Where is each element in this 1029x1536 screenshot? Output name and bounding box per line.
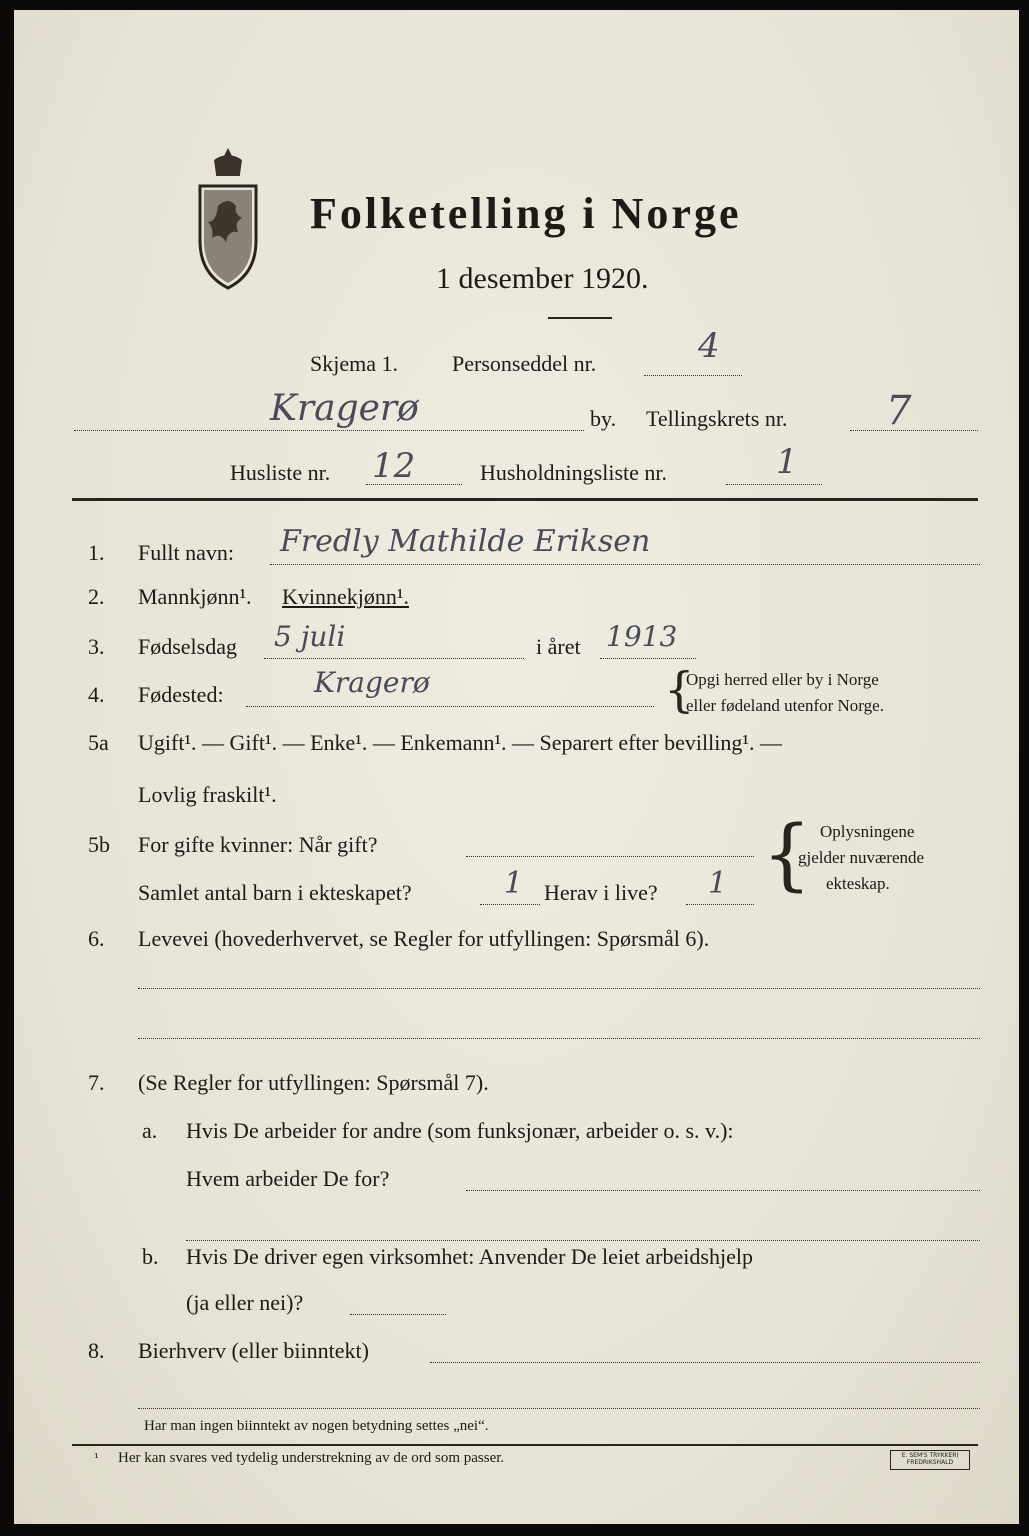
gender-female-option[interactable]: Kvinnekjønn¹. [282, 584, 409, 609]
q8-number: 8. [88, 1338, 105, 1363]
by-label: by. [590, 406, 617, 431]
marital-status-options[interactable]: Ugift¹. — Gift¹. — Enke¹. — Enkemann¹. — Separert efter bevilling¹. — [138, 730, 782, 755]
q6-number: 6. [88, 926, 105, 951]
q3-number: 3. [88, 634, 105, 659]
q5a-number: 5a [88, 730, 109, 755]
children-count-value[interactable]: 1 [504, 866, 524, 901]
q5b-alive-label: Herav i live? [544, 880, 658, 905]
q7a-letter: a. [142, 1118, 158, 1143]
footnote-text: Her kan svares ved tydelig understrekning av de ord som passer. [118, 1450, 505, 1466]
skjema-label: Skjema 1. [310, 351, 398, 376]
tellingskrets-value[interactable]: 7 [886, 388, 912, 434]
birth-year-value[interactable]: 1913 [606, 620, 678, 653]
header-divider [72, 498, 978, 501]
marital-status-divorced[interactable]: Lovlig fraskilt¹. [138, 782, 277, 807]
coat-of-arms-icon [188, 146, 268, 296]
side-income-field[interactable] [430, 1362, 980, 1363]
printer-stamp: E. SEM'S TRYKKERI FREDRIKSHALD [890, 1450, 970, 1470]
q4-note-line1: Opgi herred eller by i Norge [686, 670, 879, 689]
full-name-value[interactable]: Fredly Mathilde Eriksen [280, 524, 651, 559]
occupation-line-2[interactable] [138, 1038, 980, 1039]
q8-note: Har man ingen biinntekt av nogen betydning settes „nei“. [144, 1418, 489, 1434]
birthday-value[interactable]: 5 juli [274, 620, 346, 653]
occupation-line-1[interactable] [138, 988, 980, 989]
census-date: 1 desember 1920. [436, 262, 649, 295]
employer-field-2[interactable] [186, 1240, 980, 1241]
q4-number: 4. [88, 682, 105, 707]
q5b-married-label: For gifte kvinner: Når gift? [138, 832, 378, 857]
q7a-employer-label: Hvem arbeider De for? [186, 1166, 390, 1191]
form-title: Folketelling i Norge [310, 189, 742, 238]
footer-divider [72, 1444, 978, 1446]
husliste-label: Husliste nr. [230, 460, 331, 485]
q7b-yes-no-label: (ja eller nei)? [186, 1290, 304, 1315]
personseddel-label: Personseddel nr. [452, 351, 597, 376]
q7-number: 7. [88, 1070, 105, 1095]
by-value[interactable]: Kragerø [270, 388, 419, 429]
q5b-note-line2: gjelder nuværende [798, 848, 925, 867]
personseddel-value[interactable]: 4 [698, 326, 720, 366]
title-divider [548, 317, 612, 319]
employer-field[interactable] [466, 1190, 980, 1191]
gender-male-option[interactable]: Mannkjønn¹. [138, 584, 252, 609]
footnote-mark: ¹ [94, 1451, 99, 1465]
census-form-page: Folketelling i Norge 1 desember 1920. Skjema 1. Personseddel nr. 4 Kragerø by. Tellingskrets nr. 7 Husliste nr. 12 Husholdningsliste nr. 1 1. Fullt navn: Fredly Mathilde Eriksen 2. Mannkjønn¹. Kvinnekjønn¹. 3. Fødselsdag 5 juli i året 1913 4. Fødested: Kragerø { Opgi herred eller by i Norge eller fødeland utenfor Norge. 5a Ugift¹. — Gift¹. — Enke¹. — Enkemann¹. — Separert efter bevilling¹. — Lovlig fraskilt¹. 5b For gifte kvinner: Når gift? Samlet antal barn i ekteskapet? 1 Herav i live? 1 { Oplysningene gjelder nuværende ekteskap. 6. Levevei (hovederhvervet, se Regler for utfyllingen: Spørsmål 6). 7. (Se Regler for utfyllingen: Spørsmål 7). a. Hvis De arbeider for andre (som funksjonær, arbeider o. s. v.): Hvem arbeider De for? b. Hvis De driver egen virksomhet: Anvender De leiet arbeidshjelp (ja eller nei)? 8. Bierhverv (eller biinntekt) Har man ingen biinntekt av nogen betydning settes „nei“. ¹ Her kan svares ved tydelig understrekning av de ord som passer. E. SEM'S TRYKKERI FREDRIKSHALD [14, 10, 1019, 1524]
q7-label: (Se Regler for utfyllingen: Spørsmål 7). [138, 1070, 489, 1095]
q6-label: Levevei (hovederhvervet, se Regler for utfyllingen: Spørsmål 6). [138, 926, 710, 951]
q7b-label: Hvis De driver egen virksomhet: Anvender De leiet arbeidshjelp [186, 1244, 753, 1269]
husholdningsliste-label: Husholdningsliste nr. [480, 460, 668, 485]
q1-number: 1. [88, 540, 105, 565]
q4-note-line2: eller fødeland utenfor Norge. [686, 696, 884, 715]
birthplace-value[interactable]: Kragerø [314, 666, 430, 699]
q3-year-label: i året [536, 634, 581, 659]
q4-label: Fødested: [138, 682, 224, 707]
q2-number: 2. [88, 584, 105, 609]
tellingskrets-label: Tellingskrets nr. [646, 406, 788, 431]
hired-help-field[interactable] [350, 1314, 446, 1315]
q5b-note-line3: ekteskap. [826, 874, 890, 893]
q5b-number: 5b [88, 832, 110, 857]
husliste-value[interactable]: 12 [372, 446, 416, 486]
q8-label: Bierhverv (eller biinntekt) [138, 1338, 369, 1363]
side-income-field-2[interactable] [138, 1408, 980, 1409]
husholdningsliste-value[interactable]: 1 [776, 442, 798, 482]
q5b-note-line1: Oplysningene [820, 822, 915, 841]
q7a-label: Hvis De arbeider for andre (som funksjonær, arbeider o. s. v.): [186, 1118, 734, 1143]
q3-label: Fødselsdag [138, 634, 237, 659]
q1-label: Fullt navn: [138, 540, 234, 565]
q5b-children-label: Samlet antal barn i ekteskapet? [138, 880, 412, 905]
q7b-letter: b. [142, 1244, 159, 1269]
children-alive-value[interactable]: 1 [708, 866, 728, 901]
